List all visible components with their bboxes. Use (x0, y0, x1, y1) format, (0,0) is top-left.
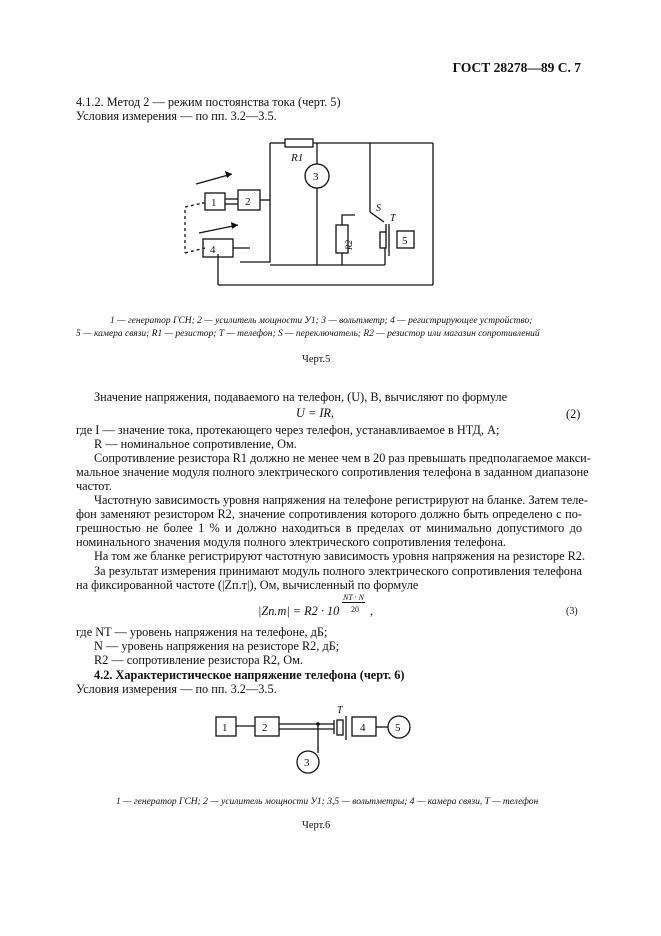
fig6-label-5: 5 (395, 722, 401, 734)
fig5-label-5: 5 (402, 235, 408, 247)
fig5-label-s: S (376, 203, 381, 214)
text-r1-line-3: частот. (76, 479, 112, 493)
formula-3-exponent-numerator: NT · N (343, 593, 364, 602)
text-freq-line-3: грешностью не более 1 % и должно находиться в пределах от минимально допустимого до (76, 521, 582, 535)
text-voltage-intro: Значение напряжения, подаваемого на телефон, (U), В, вычисляют по формуле (94, 390, 508, 404)
fig5-label-2: 2 (245, 196, 251, 208)
formula-2-number: (2) (566, 407, 581, 421)
text-freq-line-4: номинального значения модуля полного электрического сопротивления телефона. (76, 535, 506, 549)
fig5-label-4: 4 (210, 244, 216, 256)
text-where-r: R — номинальное сопротивление, Ом. (94, 437, 297, 451)
text-r1-line-2: мальное значение модуля полного электрического сопротивления телефона в заданном диапазоне (76, 465, 589, 479)
formula-3-main: |Zп.т| = R2 · 10 (258, 604, 340, 618)
fig5-label-r1: R1 (291, 152, 304, 164)
figure-5-number: Черт.5 (302, 354, 331, 365)
section-4-2-conditions: Условия измерения — по пп. 3.2—3.5. (76, 682, 277, 696)
figure-5-circuit-diagram (0, 0, 661, 320)
figure-6-number: Черт.6 (302, 820, 331, 831)
formula-3-exponent-denominator: 20 (351, 605, 359, 614)
fig6-label-2: 2 (262, 722, 268, 734)
formula-3-comma: , (370, 604, 374, 618)
section-4-1-2-title: 4.1.2. Метод 2 — режим постоянства тока (черт. 5) (76, 95, 341, 109)
fig5-label-1: 1 (211, 197, 217, 209)
section-4-2-title: 4.2. Характеристическое напряжение телефона (черт. 6) (94, 668, 405, 682)
fig6-label-4: 4 (360, 722, 366, 734)
fig6-label-1: 1 (222, 722, 228, 734)
fig5-label-t: T (390, 213, 396, 224)
text-where-r2: R2 — сопротивление резистора R2, Ом. (94, 653, 303, 667)
text-freq-line-2: фон заменяют резистором R2, значение сопротивления которого должно быть определено с по- (76, 507, 582, 521)
text-freq-line-1: Частотную зависимость уровня напряжения на телефоне регистрируют на бланке. Затем теле- (94, 493, 588, 507)
figure-6-caption: 1 — генератор ГСН; 2 — усилитель мощности У1; 3,5 — вольтметры; 4 — камера связи, T — телефон (116, 797, 539, 807)
text-where-n: N — уровень напряжения на резисторе R2, дБ; (94, 639, 340, 653)
fig5-label-3: 3 (313, 171, 319, 183)
formula-2: U = IR, (296, 406, 335, 420)
text-r2-register: На том же бланке регистрируют частотную зависимость уровня напряжения на резисторе R2. (94, 549, 586, 563)
text-where-nt: где NT — уровень напряжения на телефоне, дБ; (76, 625, 328, 639)
formula-3-number: (3) (566, 606, 578, 617)
figure-6-circuit-diagram (0, 700, 661, 780)
text-result-line-1: За результат измерения принимают модуль полного электрического сопротивления телефона (94, 564, 582, 578)
fig6-label-3: 3 (304, 757, 310, 769)
text-r1-line-1: Сопротивление резистора R1 должно не менее чем в 20 раз превышать предполагаемое макси- (94, 451, 591, 465)
text-where-i: где I — значение тока, протекающего через телефон, устанавливаемое в НТД, А; (76, 423, 500, 437)
section-4-1-2-conditions: Условия измерения — по пп. 3.2—3.5. (76, 109, 277, 123)
fig6-label-t: T (337, 705, 343, 716)
text-result-line-2: на фиксированной частоте (|Zп.т|), Ом, вычисленный по формуле (76, 578, 419, 592)
page-header: ГОСТ 28278—89 С. 7 (452, 60, 581, 75)
figure-5-caption-line-1: 1 — генератор ГСН; 2 — усилитель мощности У1; 3 — вольтметр; 4 — регистрирующее устройство; (110, 316, 533, 326)
figure-5-caption-line-2: 5 — камера связи; R1 — резистор; T — телефон; S — переключатель; R2 — резистор или магазин сопротивлений (76, 329, 540, 339)
fig5-label-r2: R2 (344, 240, 354, 250)
